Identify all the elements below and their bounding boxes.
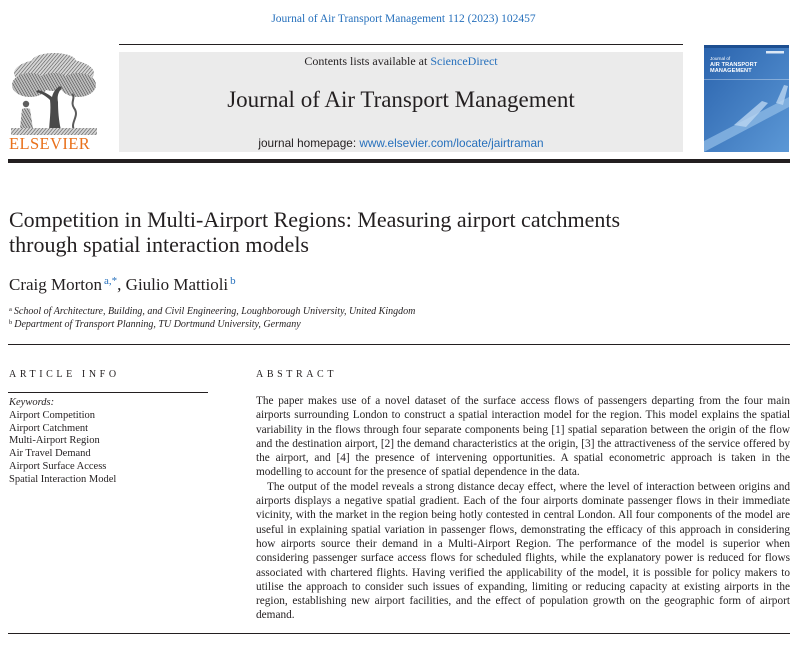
abstract-bottom-rule [8,633,790,634]
abstract-heading: ABSTRACT [256,369,338,380]
affiliation-text: School of Architecture, Building, and Civil Engineering, Loughborough University, United Kingdom [13,306,416,317]
keywords-block [9,397,116,487]
affiliation-mark: a [9,305,12,313]
abstract-paragraph: The output of the model reveals a strong distance decay effect, where the level of interaction between origins and airports displays a negative spatial gradient. Each of the four airports dominate passenger flows in their immediate vicinity, with the market in the region being hotly contested in central London. All four components of the model are useful in explaining spatial variation in passenger flows, demonstrating the efficacy of this approach in considering how airports source their demand in a Multi-Airport Region. The performance of the model is superior when considering passenger surface access flows for scheduled flights, while the explanatory power is reduced for flows associated with chartered flights. Having verified the applicability of the model, it is possible for policy makers to utilise the approach to consider such issues of expanding, limiting or reducing capacity at existing airports in the region, establishing new airport facilities, and the effect of population growth on the geographic form of airport demand. [256,480,790,622]
sciencedirect-link[interactable]: ScienceDirect [430,54,498,68]
affiliation-item [9,305,415,318]
elsevier-wordmark: ELSEVIER [9,134,91,153]
author-affiliation-link[interactable]: a,* [104,275,118,287]
cover-title-line2: MANAGEMENT [710,68,752,74]
running-header-journal-citation[interactable]: Journal of Air Transport Management 112 (2023) 102457 [271,13,536,25]
author-affiliation-link[interactable]: b [230,275,236,287]
keywords-label: Keywords: [9,397,55,408]
masthead-bottom-rule [8,159,790,163]
keyword-item: Airport Surface Access [9,460,107,472]
keyword-item: Airport Competition [9,409,96,421]
affiliation-list [9,305,415,331]
article-info-heading: ARTICLE INFO [9,369,120,380]
tree-trunk [36,86,62,130]
contents-availability-line [119,54,683,69]
keyword-item: Airport Catchment [9,422,89,434]
article-info-rule [8,392,208,393]
journal-homepage-line [119,136,683,151]
cover-journal-of: Journal of [710,56,731,61]
affiliation-text: Department of Transport Planning, TU Dortmund University, Germany [14,319,301,330]
section-divider [8,344,790,345]
cover-title-line1: AIR TRANSPORT [710,62,758,68]
abstract-body [256,394,790,623]
contents-prefix: Contents lists available at [304,54,431,68]
keyword-item: Spatial Interaction Model [9,473,117,485]
masthead-top-rule [119,44,683,45]
scholar-figure [20,101,33,129]
journal-masthead [119,52,683,152]
grape-vine [72,94,76,130]
author-separator: , [117,275,126,294]
author-name: Craig Morton [9,275,103,294]
journal-cover-image[interactable] [704,45,789,152]
elsevier-tree-logo [8,52,100,136]
author-name: Giulio Mattioli [125,275,229,294]
keyword-item: Multi-Airport Region [9,435,100,447]
keyword-item: Air Travel Demand [9,448,91,460]
tree-canopy [12,53,96,97]
affiliation-mark: b [9,318,13,326]
journal-homepage-link[interactable]: www.elsevier.com/locate/jairtraman [359,136,544,150]
homepage-prefix: journal homepage: [258,136,360,150]
abstract-paragraph: The paper makes use of a novel dataset of the surface access flows of passengers departing from the four main airports surrounding London to construct a spatial interaction model for the region. This model explains the spatial variability in the flows through four separate components being [1] spatial separation between the origin of the flow and the destination airport, [2] the demand characteristics at the origin, [3] the attractiveness of the service offered by the airport, and [4] the presence of intervening opportunities. A spatial econometric approach is taken in the modelling to account for the presence of spatial dependence in the data. [256,395,790,479]
author-list [9,275,236,295]
affiliation-item [9,318,415,331]
article-title: Competition in Multi-Airport Regions: Measuring airport catchments through spatial interaction models [9,207,621,257]
journal-title: Journal of Air Transport Management [227,87,575,112]
